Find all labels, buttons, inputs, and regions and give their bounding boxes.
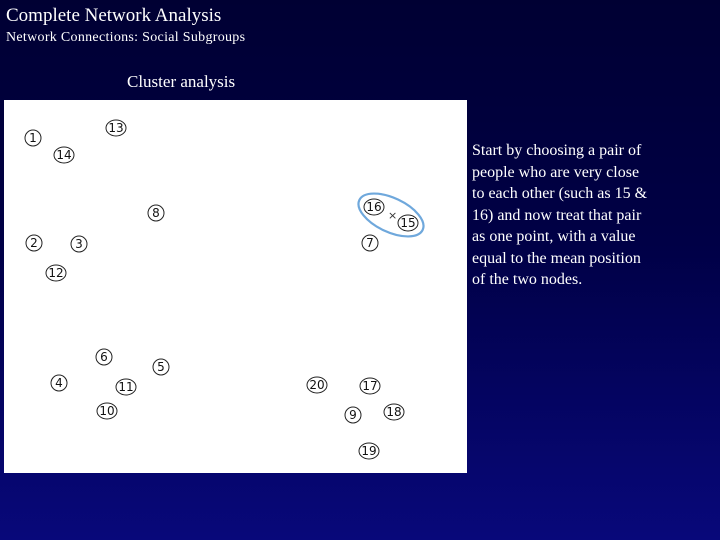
network-diagram [4,100,467,473]
explanation-text [472,140,712,291]
slide-title: Complete Network Analysis [6,5,222,26]
explanation-line: Start by choosing a pair of [472,142,642,159]
node-label: 10 [99,404,115,418]
node-6 [96,349,112,365]
slide-subtitle: Network Connections: Social Subgroups [6,30,246,45]
node-label: 15 [400,216,416,230]
node-label: 4 [55,376,63,390]
explanation-line: equal to the mean position [472,249,641,267]
node-17 [360,378,380,394]
node-label: 16 [366,200,382,214]
explanation-line: people who are very close [472,163,640,181]
node-10 [97,403,117,419]
node-label: 18 [386,405,402,419]
node-label: 1 [29,131,37,145]
node-7 [362,235,378,251]
node-label: 19 [361,444,377,458]
node-4 [51,375,67,391]
explanation-line: to each other (such as 15 & [472,185,648,202]
node-9 [345,407,361,423]
node-label: 8 [152,206,160,220]
node-label: 20 [309,378,325,392]
node-18 [384,404,404,420]
explanation-line: as one point, with a value [472,228,636,245]
explanation-line: of the two nodes. [472,271,583,288]
node-12 [46,265,66,281]
node-2 [26,235,42,251]
node-label: 5 [157,360,165,374]
cluster-diagram-panel [4,100,467,473]
node-label: 14 [56,148,72,162]
node-label: 17 [362,379,378,393]
node-1 [25,130,41,146]
node-label: 11 [118,380,134,394]
node-14 [54,147,74,163]
node-label: 12 [48,266,64,280]
node-16 [364,199,384,215]
section-label: Cluster analysis [127,72,236,91]
node-13 [106,120,126,136]
node-8 [148,205,164,221]
mean-position-marker: × [388,209,398,222]
node-19 [359,443,379,459]
node-label: 9 [349,408,357,422]
node-11 [116,379,136,395]
explanation-line: 16) and now treat that pair [472,206,642,224]
node-label: 6 [100,350,108,364]
node-label: 2 [30,236,38,250]
node-label: 7 [366,236,374,250]
node-15 [398,215,418,231]
node-20 [307,377,327,393]
node-5 [153,359,169,375]
node-label: 13 [108,121,124,135]
node-label: 3 [75,237,83,251]
node-3 [71,236,87,252]
